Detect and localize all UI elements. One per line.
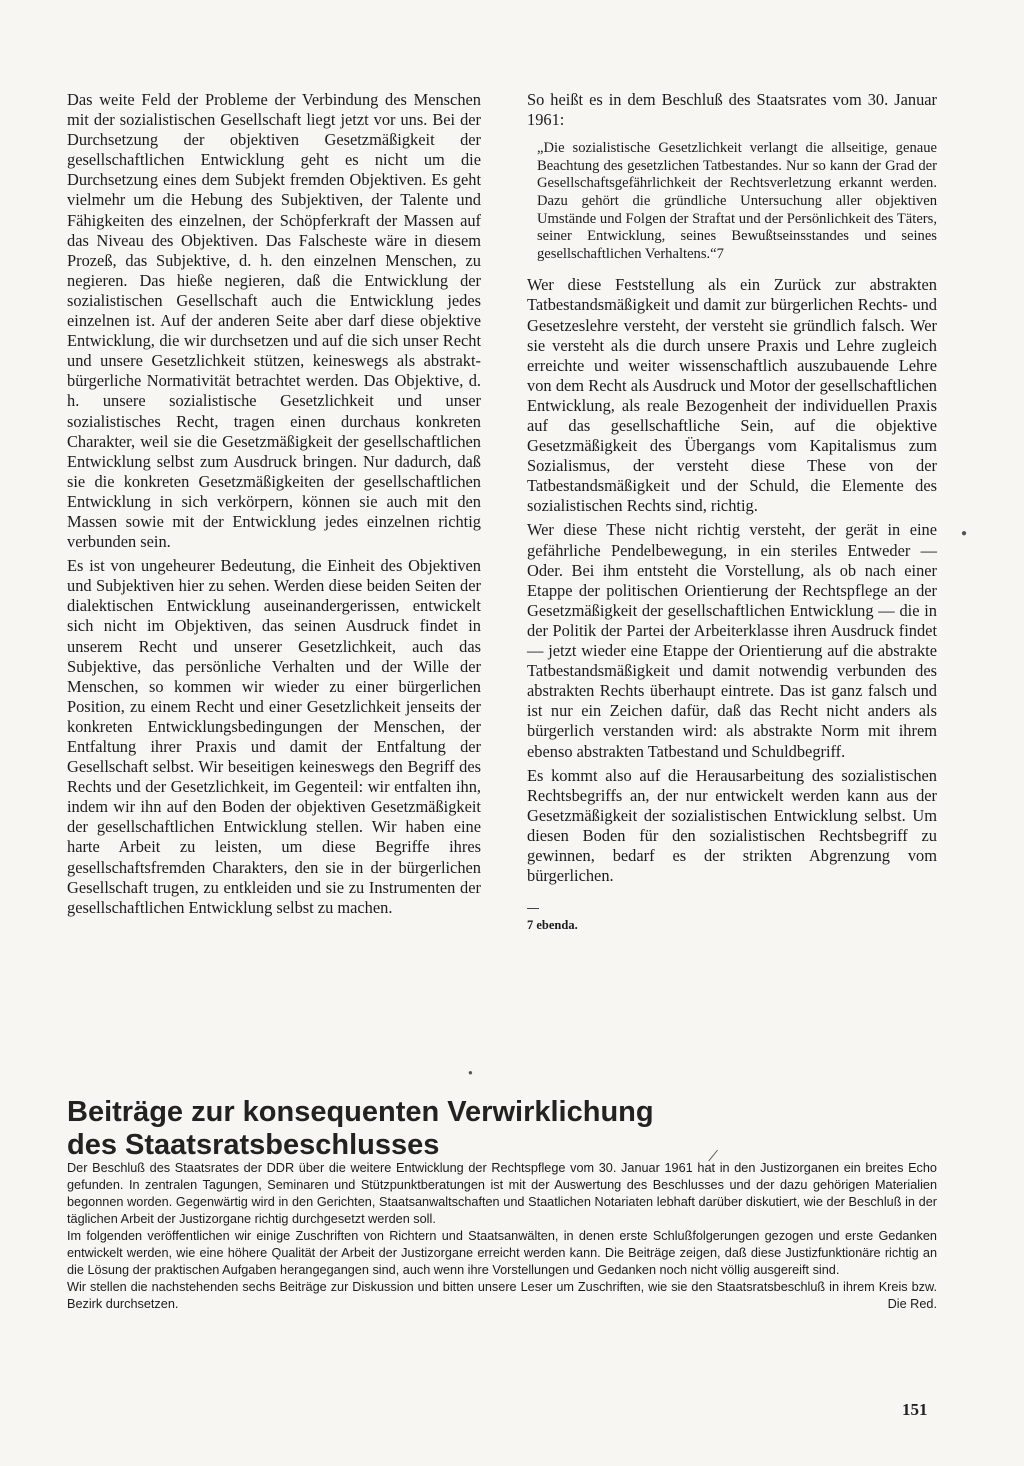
intro-paragraph: Wir stellen die nachstehenden sechs Beiträge zur Diskussion und bitten unsere Leser um Zuschriften, wie sie den Staatsratsbeschluß in ihrem Kreis bzw. Bezirk durchsetzen. bbox=[67, 1280, 937, 1311]
right-column bbox=[527, 90, 937, 935]
editor-signature: Die Red. bbox=[887, 1297, 937, 1311]
body-paragraph: Das weite Feld der Probleme der Verbindung des Menschen mit der sozialistischen Gesellschaft liegt jetzt vor uns. Bei der Durchsetzung der objektiven Gesetzmäßigkeit der gesellschaftlichen Entwicklung geht es nicht um die Durchsetzung eines dem Subjekt fremden Objektiven. Es geht vielmehr um die Hebung des Subjektiven, der Talente und Fähigkeiten des einzelnen, der Schöpferkraft der Massen auf das Niveau des Objektiven. Das Falscheste wäre in diesem Prozeß, das Subjektive, d. h. den einzelnen Menschen, zu negieren. Das hieße negieren, daß die Entwicklung der sozialistischen Gesellschaft auch die Entwicklung jedes einzelnen ist. Auf der anderen Seite aber darf diese objektive Entwicklung, die wir durchsetzen und auf die sich unser Recht und unsere Gesetzlichkeit stützen, keineswegs als abstrakt-bürgerliche Normativität betrachtet werden. Das Objektive, d. h. unsere sozialistische Gesetzlichkeit und unser sozialistisches Recht, tragen einen durchaus konkreten Charakter, weil sie die Gesetzmäßigkeit der gesellschaftlichen Entwicklung selbst zum Ausdruck bringen. Nur dadurch, daß sie die konkreten Gesetzmäßigkeiten der gesellschaftlichen Entwicklung in sich verkörpern, können sie auch mit den Massen sowie mit der Entwicklung jedes einzelnen richtig verbunden sein. bbox=[67, 90, 481, 552]
pen-stroke-mark: / bbox=[706, 1144, 720, 1168]
heading-line: Beiträge zur konsequenten Verwirklichung bbox=[67, 1096, 654, 1128]
quote-intro: So heißt es in dem Beschluß des Staatsrates vom 30. Januar 1961: bbox=[527, 90, 937, 130]
body-paragraph: Wer diese Feststellung als ein Zurück zur abstrakten Tatbestandsmäßigkeit und damit zur bürgerlichen Rechts- und Gesetzeslehre versteht, der versteht sie gründlich falsch. Wer sie versteht als die durch unsere Praxis und Lehre zugleich erreichte und weiter wissenschaftlich auszubauende Lehre von dem Recht als Ausdruck und Motor der gesellschaftlichen Entwicklung, als reale Bezogenheit der individuellen Praxis auf das gesellschaftliche Sein, auf die objektive Gesetzmäßigkeit des Übergangs vom Kapitalismus zum Sozialismus, der versteht diese These von der Tatbestandsmäßigkeit und der Schuld, die Elemente des sozialistischen Rechts sind, richtig. bbox=[527, 275, 937, 516]
body-paragraph: Es kommt also auf die Herausarbeitung des sozialistischen Rechtsbegriffs an, der nur entwickelt werden kann aus der Gesetzmäßigkeit der sozialistischen Entwicklung selbst. Um diesen Boden für den sozialistischen Rechtsbegriff zu gewinnen, bedarf es der strikten Abgrenzung vom bürgerlichen. bbox=[527, 765, 937, 886]
ink-dot-mark: ● bbox=[961, 528, 968, 539]
page-number: 151 bbox=[902, 1400, 928, 1419]
block-quote: „Die sozialistische Gesetzlichkeit verlangt die allseitige, genaue Beachtung des gesetzlichen Tatbestandes. Nur so kann der Grad der Gesellschaftsgefährlichkeit der Rechtsverletzung erkannt werden. Dazu gehört die gründliche Untersuchung aller objektiven Umstände und Folgen der Straftat und der Persönlichkeit des Täters, seiner Entwicklung, seines Bewußtseinsstandes und seines gesellschaftlichen Verhaltens.“7 bbox=[537, 140, 937, 262]
intro-paragraph: Der Beschluß des Staatsrates der DDR über die weitere Entwicklung der Rechtspflege vom 30. Januar 1961 hat in den Justizorganen ein breites Echo gefunden. In zentralen Tagungen, Seminaren und Stützpunktberatungen ist mit der Auswertung des Beschlusses und der dazu gehörigen Materialien begonnen worden. Gegenwärtig wird in den Gerichten, Staatsanwaltschaften und Staatlichen Notariaten lebhaft darüber diskutiert, wie der Beschluß in der täglichen Arbeit der Justizorgane richtig durchgesetzt werden soll. bbox=[67, 1161, 937, 1226]
heading-line: des Staatsratsbeschlusses bbox=[67, 1129, 440, 1161]
section-intro bbox=[67, 1160, 937, 1313]
left-column bbox=[67, 90, 481, 918]
body-paragraph: Es ist von ungeheurer Bedeutung, die Einheit des Objektiven und Subjektiven hier zu sehen. Werden diese beiden Seiten der dialektischen Entwicklung auseinandergerissen, entwickelt sich nicht im Objektiven, das seinen Ausdruck findet in unserem Recht und unserer Gesetzlichkeit, auch das Subjektive, das persönliche Verhalten und der Wille der Menschen, so kommen wir wieder zu einer bürgerlichen Position, zu einem Recht und einer Gesetzlichkeit jenseits der konkreten Entwicklungsbedingungen der Menschen, der Entfaltung ihrer Praxis und damit der Entfaltung der Gesellschaft selbst. Wir beseitigen keineswegs den Begriff des Rechts und der Gesetzlichkeit, im Gegenteil: wir entfalten ihn, indem wir ihn auf den Boden der objektiven Gesetzmäßigkeit der gesellschaftlichen Entwicklung stellen. Wir haben eine harte Arbeit zu leisten, um diese Begriffe ihres gesellschaftsfremden Charakters, den sie in der bürgerlichen Gesellschaft trugen, zu entkleiden und sie zu Instrumenten der gesellschaftlichen Entwicklung selbst zu machen. bbox=[67, 556, 481, 917]
body-paragraph: Wer diese These nicht richtig versteht, der gerät in eine gefährliche Pendelbewegung, in ein steriles Entweder — Oder. Bei ihm entsteht die Vorstellung, als ob nach einer Etappe der politischen Orientierung der Rechtspflege an der Gesetzmäßigkeit der gesellschaftlichen Entwicklung — die in der Politik der Partei der Arbeiterklasse ihren Ausdruck findet — jetzt wieder eine Etappe der Orientierung auf die abstrakte Tatbestandsmäßigkeit und damit notwendig verbunden des abstrakten Rechts überhaupt eintrete. Das ist ganz falsch und ist nur ein Zeichen dafür, daß das Recht nicht anders als bürgerlich verstanden wird: als abstrakte Norm mit ihrem ebenso abstrakten Tatbestand und Schuldbegriff. bbox=[527, 520, 937, 761]
footnote: 7 ebenda. bbox=[527, 918, 578, 933]
section-heading bbox=[67, 1096, 867, 1162]
intro-paragraph: Im folgenden veröffentlichen wir einige Zuschriften von Richtern und Staatsanwälten, in denen erste Schlußfolgerungen gezogen und erste Gedanken entwickelt werden, wie eine höhere Qualität der Arbeit der Justizorgane erreicht werden kann. Die Beiträge zeigen, daß diese Justizfunktionäre richtig an die Lösung der praktischen Aufgaben herangegangen sind, auch wenn ihre Vorstellungen und Gedanken noch nicht völlig ausgereift sind. bbox=[67, 1229, 937, 1277]
footnote-rule bbox=[527, 908, 539, 909]
ink-dot-mark: ● bbox=[468, 1068, 473, 1077]
